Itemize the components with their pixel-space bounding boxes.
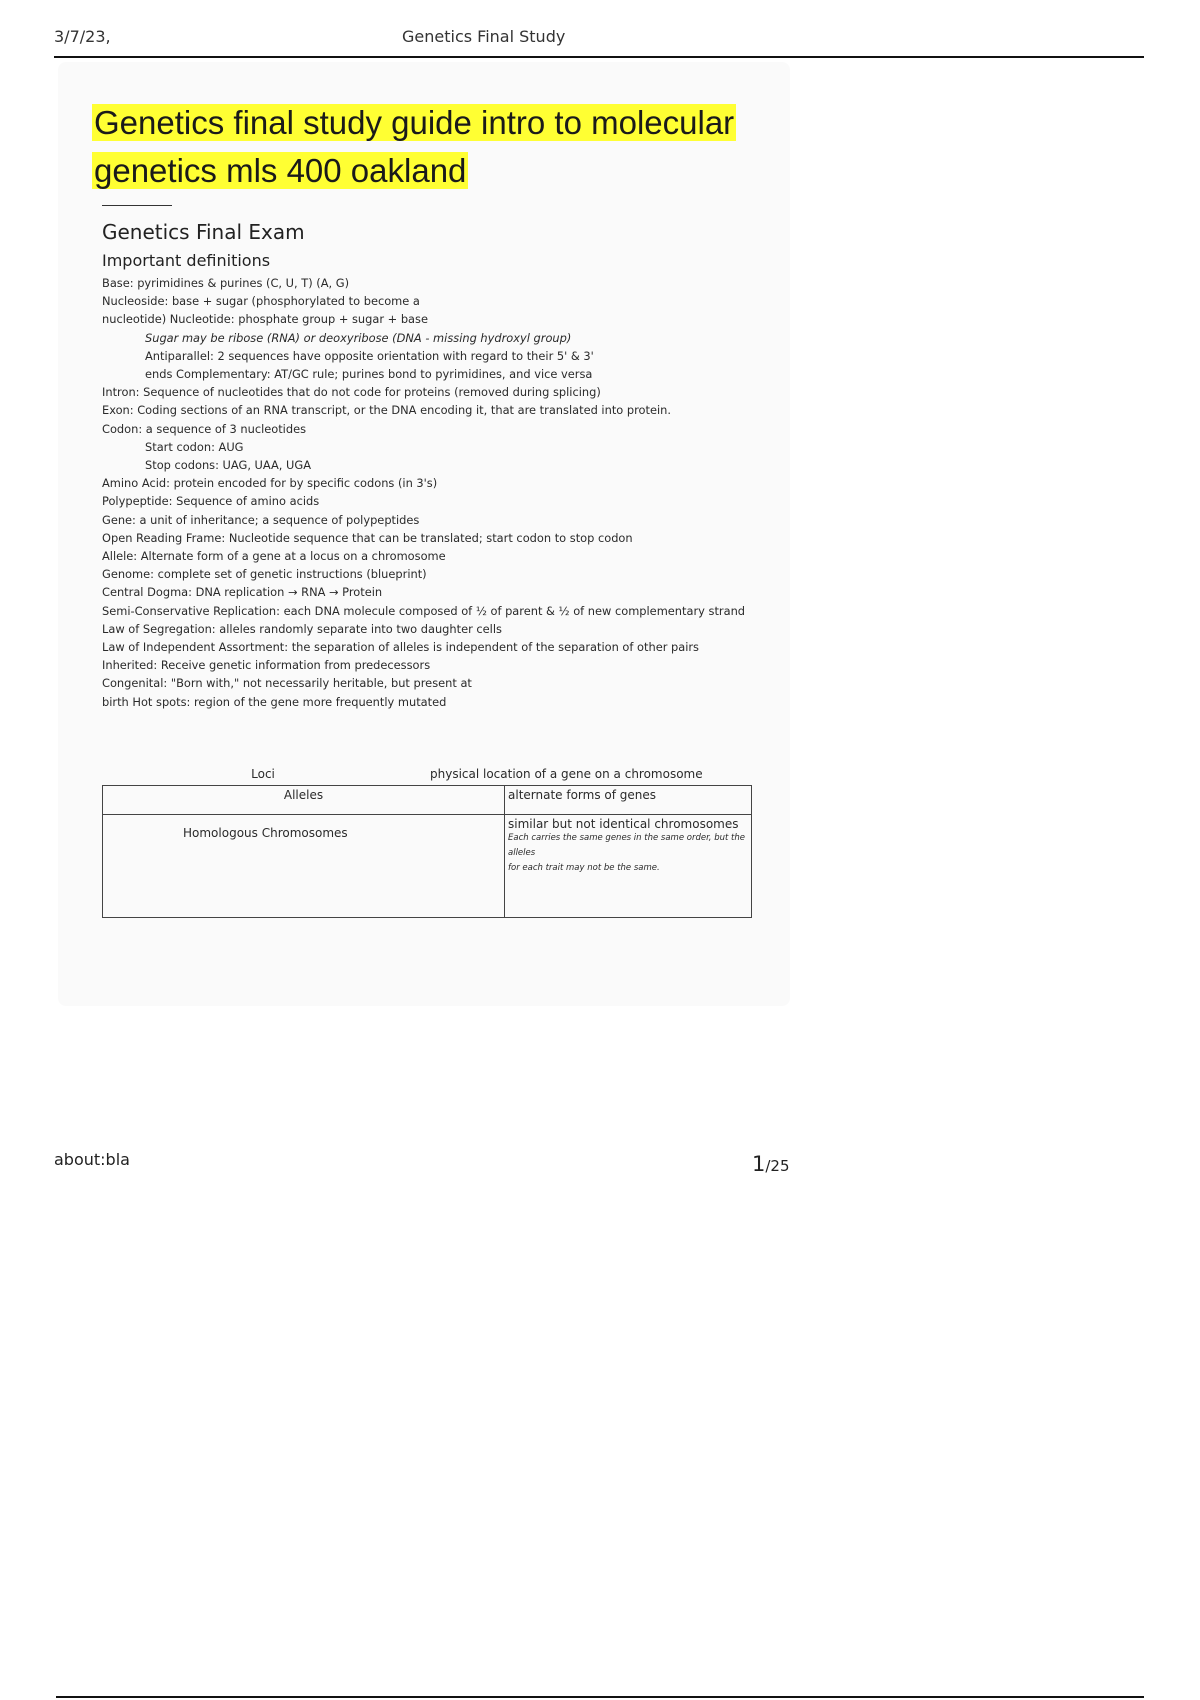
definition-line: Stop codons: UAG, UAA, UGA xyxy=(145,458,311,473)
page-total: /25 xyxy=(765,1157,790,1175)
table-term: Homologous Chromosomes xyxy=(103,815,505,918)
table-term: Loci xyxy=(251,767,275,781)
definition-line: Congenital: "Born with," not necessarily heritable, but present at xyxy=(102,676,472,691)
table-row xyxy=(103,786,752,815)
main-title xyxy=(92,99,792,195)
definition-line: Intron: Sequence of nucleotides that do not code for proteins (removed during splicing) xyxy=(102,385,601,400)
definition-line: Gene: a unit of inheritance; a sequence of polypeptides xyxy=(102,512,420,527)
exam-title: Genetics Final Exam xyxy=(102,220,305,244)
main-title-line-2: genetics mls 400 oakland xyxy=(94,152,467,189)
definition-line: Sugar may be ribose (RNA) or deoxyribose (DNA - missing hydroxyl group) xyxy=(145,330,572,345)
footer-divider xyxy=(56,1696,1144,1698)
main-title-line-1: Genetics final study guide intro to molecular xyxy=(94,104,735,141)
definition-line: Polypeptide: Sequence of amino acids xyxy=(102,494,320,509)
definition-line: Semi-Conservative Replication: each DNA molecule composed of ½ of parent & ½ of new complementary strand xyxy=(102,603,746,618)
definition-line: Codon: a sequence of 3 nucleotides xyxy=(102,421,307,436)
definition-line: Law of Segregation: alleles randomly separate into two daughter cells xyxy=(102,621,502,636)
table-definition-text: similar but not identical chromosomes xyxy=(508,817,739,831)
print-date: 3/7/23, xyxy=(54,27,111,46)
terms-table xyxy=(102,767,752,918)
definition-line: Law of Independent Assortment: the separation of alleles is independent of the separation of other pairs xyxy=(102,640,699,655)
table-definition: alternate forms of genes xyxy=(505,786,752,815)
definition-line: Inherited: Receive genetic information from predecessors xyxy=(102,658,431,673)
table-note: Each carries the same genes in the same order, but the alleles xyxy=(508,833,745,858)
table-definition: physical location of a gene on a chromosome xyxy=(430,767,703,781)
definition-line: Start codon: AUG xyxy=(145,439,244,454)
footer-url: about:bla xyxy=(54,1150,130,1169)
definition-line: Genome: complete set of genetic instructions (blueprint) xyxy=(102,567,427,582)
page-current: 1 xyxy=(752,1152,766,1176)
table-term: Alleles xyxy=(103,786,505,815)
table-note: for each trait may not be the same. xyxy=(508,863,660,873)
definition-line: Central Dogma: DNA replication → RNA → Protein xyxy=(102,585,383,600)
definition-line: Antiparallel: 2 sequences have opposite orientation with regard to their 5' & 3' xyxy=(145,348,594,363)
definition-line: Base: pyrimidines & purines (C, U, T) (A, G) xyxy=(102,276,350,290)
section-divider xyxy=(102,205,172,206)
definitions-heading: Important definitions xyxy=(102,251,271,270)
terms-grid xyxy=(102,785,752,918)
header-divider xyxy=(54,56,1144,58)
definition-line: Amino Acid: protein encoded for by specific codons (in 3's) xyxy=(102,476,438,491)
table-row xyxy=(103,815,752,918)
definition-line: Allele: Alternate form of a gene at a locus on a chromosome xyxy=(102,549,446,564)
definition-line: nucleotide) Nucleotide: phosphate group + sugar + base xyxy=(102,312,428,327)
table-definition xyxy=(505,815,752,918)
definition-line: birth Hot spots: region of the gene more frequently mutated xyxy=(102,694,447,709)
definition-line: Nucleoside: base + sugar (phosphorylated to become a xyxy=(102,294,420,309)
definition-line: Open Reading Frame: Nucleotide sequence that can be translated; start codon to stop codon xyxy=(102,530,633,545)
definition-line: Exon: Coding sections of an RNA transcript, or the DNA encoding it, that are translated into protein. xyxy=(102,403,671,418)
definitions-list xyxy=(102,274,782,711)
definition-line: ends Complementary: AT/GC rule; purines bond to pyrimidines, and vice versa xyxy=(145,367,593,382)
print-page-title: Genetics Final Study xyxy=(402,27,566,46)
page-counter xyxy=(752,1152,790,1176)
table-header-row xyxy=(102,767,752,785)
